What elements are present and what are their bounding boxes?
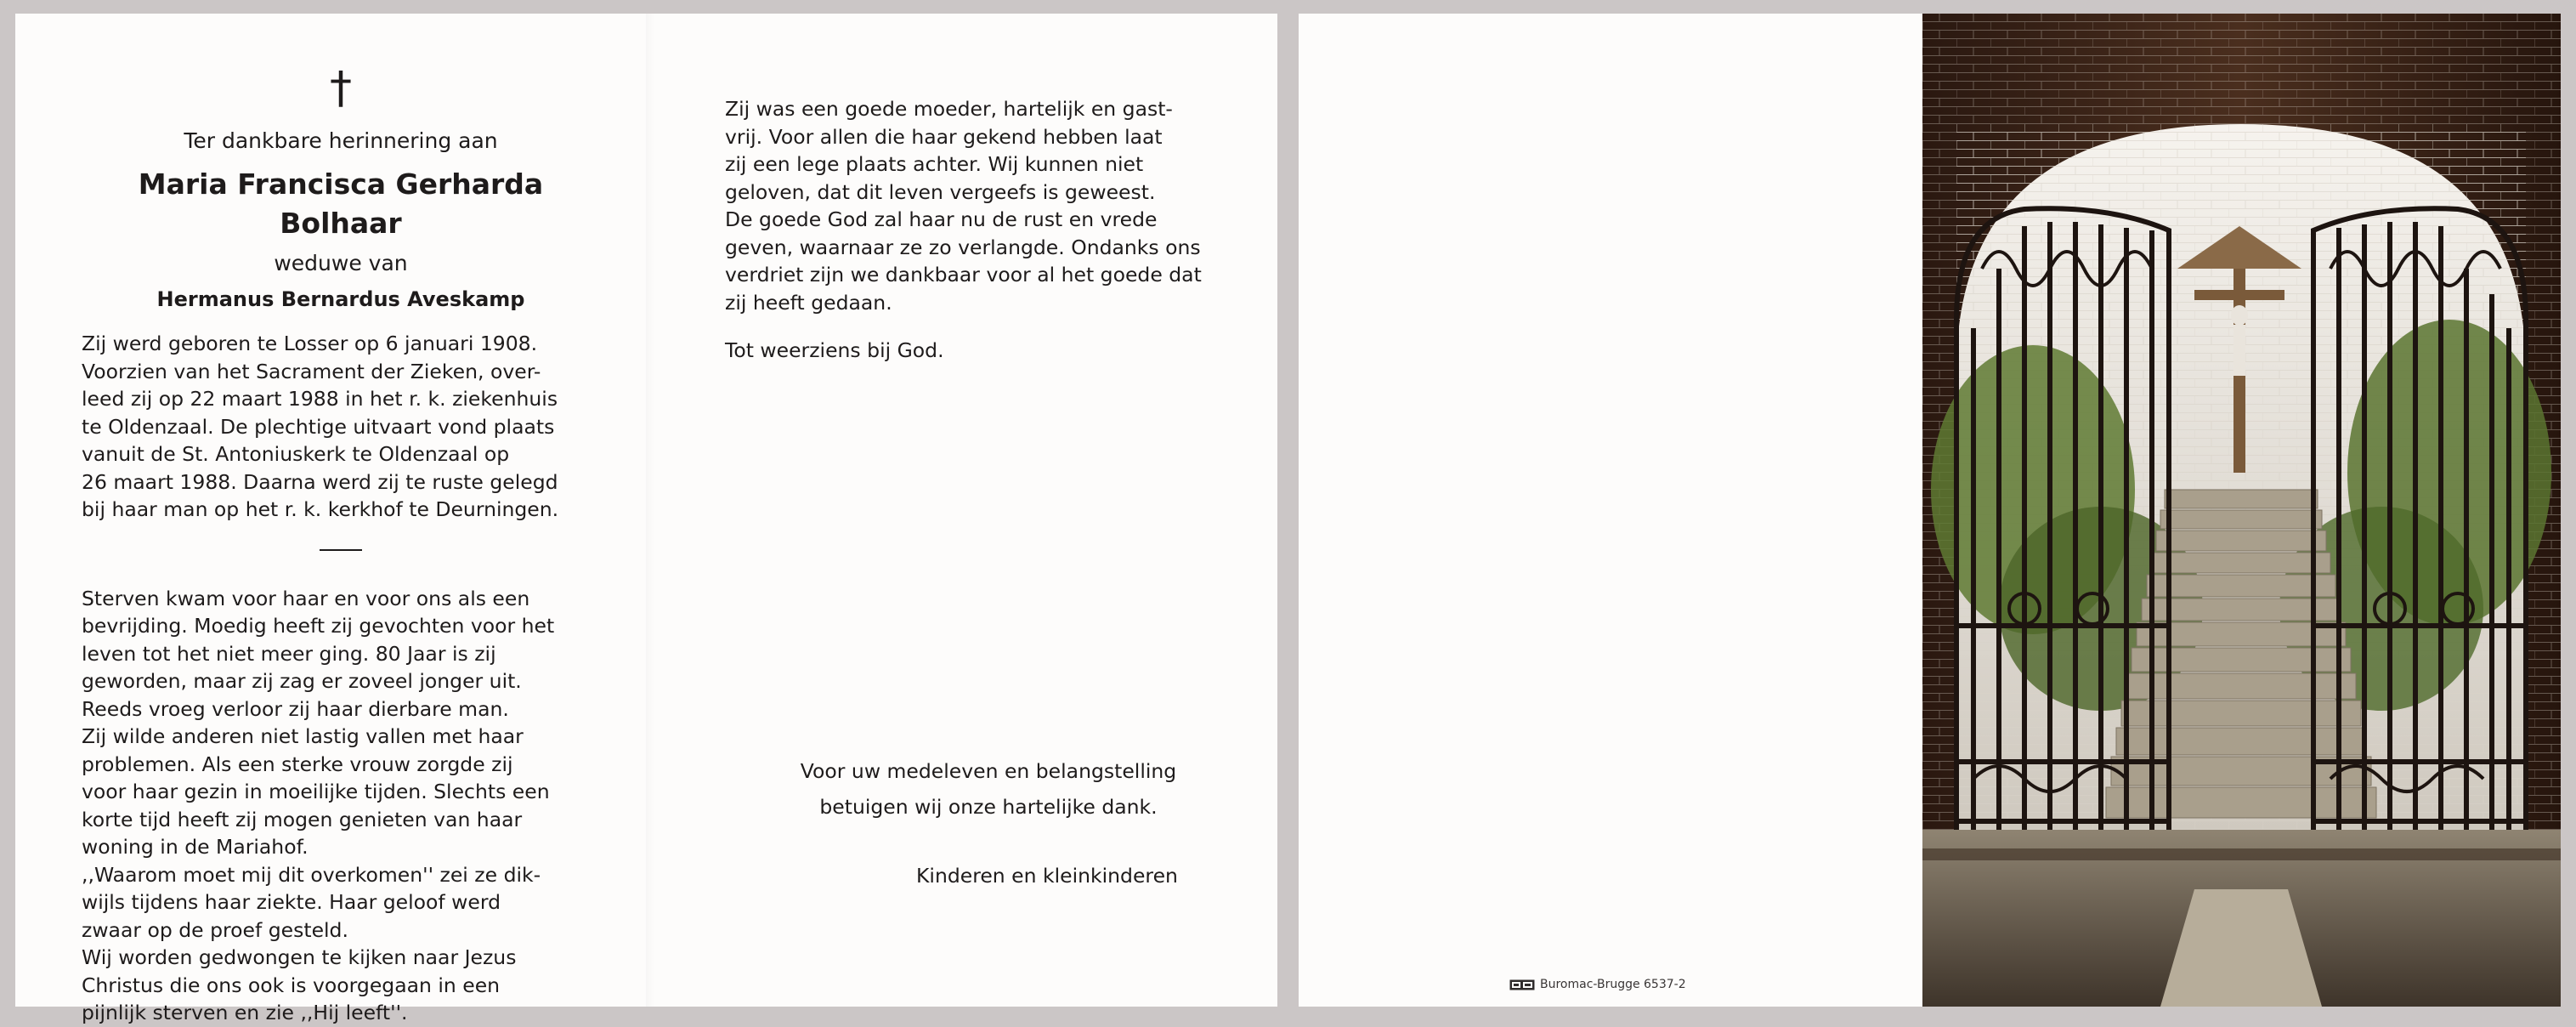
tribute-line: vrij. Voor allen die haar gekend hebben laat	[725, 124, 1163, 149]
biography-line: Zij werd geboren te Losser op 6 januari 1908.	[82, 332, 538, 355]
signature-line: Kinderen en kleinkinderen	[916, 864, 1178, 888]
reflection-line: leven tot het niet meer ging. 80 Jaar is zij	[82, 641, 496, 666]
husband-name: Hermanus Bernardus Aveskamp	[156, 287, 525, 311]
inner-fold-line	[646, 14, 654, 1007]
reflection-line: Zij wilde anderen niet lastig vallen met haar	[82, 724, 524, 748]
reflection-line: korte tijd heeft zij mogen genieten van haar	[82, 807, 523, 831]
tribute-line: zij een lege plaats achter. Wij kunnen niet	[725, 152, 1144, 176]
reflection-line: voor haar gezin in moeilijke tijden. Slechts een	[82, 780, 550, 803]
reflection-line: ,,Waarom moet mij dit overkomen'' zei ze dik-	[82, 862, 541, 887]
tribute-line: geven, waarnaar ze zo verlangde. Ondanks ons	[725, 235, 1201, 259]
reflection-line: Wij worden gedwongen te kijken naar Jezus	[82, 945, 517, 969]
tribute-line: De goede God zal haar nu de rust en vrede	[725, 207, 1158, 231]
reflection-line: bevrijding. Moedig heeft zij gevochten voor het	[82, 614, 555, 638]
cover-photo-gate-crucifix	[1922, 14, 2561, 1007]
biography-line: 26 maart 1988. Daarna werd zij te ruste gelegd	[82, 469, 558, 494]
card-outer-spread	[1299, 14, 2561, 1007]
farewell-line: Tot weerziens bij God.	[725, 338, 944, 362]
thanks-text	[750, 753, 1226, 825]
reflection-line: woning in de Mariahof.	[82, 835, 309, 859]
reflection-line: wijls tijdens haar ziekte. Haar geloof werd	[82, 890, 501, 914]
biography-text	[82, 330, 600, 524]
reflection-line: pijnlijk sterven en zie ,,Hij leeft''.	[82, 1001, 408, 1024]
tribute-line: Zij was een goede moeder, hartelijk en gast-	[725, 97, 1173, 121]
section-divider	[320, 549, 362, 551]
printer-text: Buromac-Brugge 6537-2	[1540, 978, 1686, 991]
reflection-line: geworden, maar zij zag er zoveel jonger uit.	[82, 669, 522, 693]
biography-line: te Oldenzaal. De plechtige uitvaart vond plaats	[82, 414, 555, 439]
card-inner-spread	[15, 14, 1277, 1024]
biography-line: Voorzien van het Sacrament der Zieken, over-	[82, 359, 541, 383]
biography-line: bij haar man op het r. k. kerkhof te Deurningen.	[82, 497, 559, 521]
reflection-line: zwaar op de proef gesteld.	[82, 917, 348, 942]
tribute-line: zij heeft gedaan.	[725, 290, 892, 315]
reflection-line: problemen. Als een sterke vrouw zorgde zij	[82, 752, 513, 776]
deceased-name: Maria Francisca Gerharda Bolhaar	[138, 167, 544, 240]
cross-icon: †	[330, 63, 352, 114]
thanks-line: Voor uw medeleven en belangstelling	[800, 759, 1177, 783]
widow-of-line: weduwe van	[274, 251, 408, 275]
biography-line: vanuit de St. Antoniuskerk te Oldenzaal op	[82, 442, 510, 466]
biography-line: leed zij op 22 maart 1988 in het r. k. ziekenhuis	[82, 387, 558, 411]
cover-photo-illustration	[1922, 14, 2561, 1007]
reflection-line: Christus die ons ook is voorgegaan in een	[82, 973, 501, 997]
reflection-line: Sterven kwam voor haar en voor ons als een	[82, 586, 530, 610]
tribute-panel	[725, 95, 1239, 365]
thanks-line: betuigen wij onze hartelijke dank.	[819, 795, 1158, 819]
tribute-text	[725, 95, 1239, 316]
tribute-line: geloven, dat dit leven vergeefs is geweest.	[725, 179, 1156, 204]
tribute-line: verdriet zijn we dankbaar voor al het goede dat	[725, 263, 1202, 287]
reflection-text	[82, 585, 600, 1027]
intro-line: Ter dankbare herinnering aan	[184, 128, 498, 153]
reflection-line: Reeds vroeg verloor zij haar dierbare man.	[82, 696, 509, 721]
printer-imprint	[1509, 978, 1686, 991]
printer-logo-icon	[1509, 979, 1535, 990]
memorial-panel	[82, 65, 600, 1027]
